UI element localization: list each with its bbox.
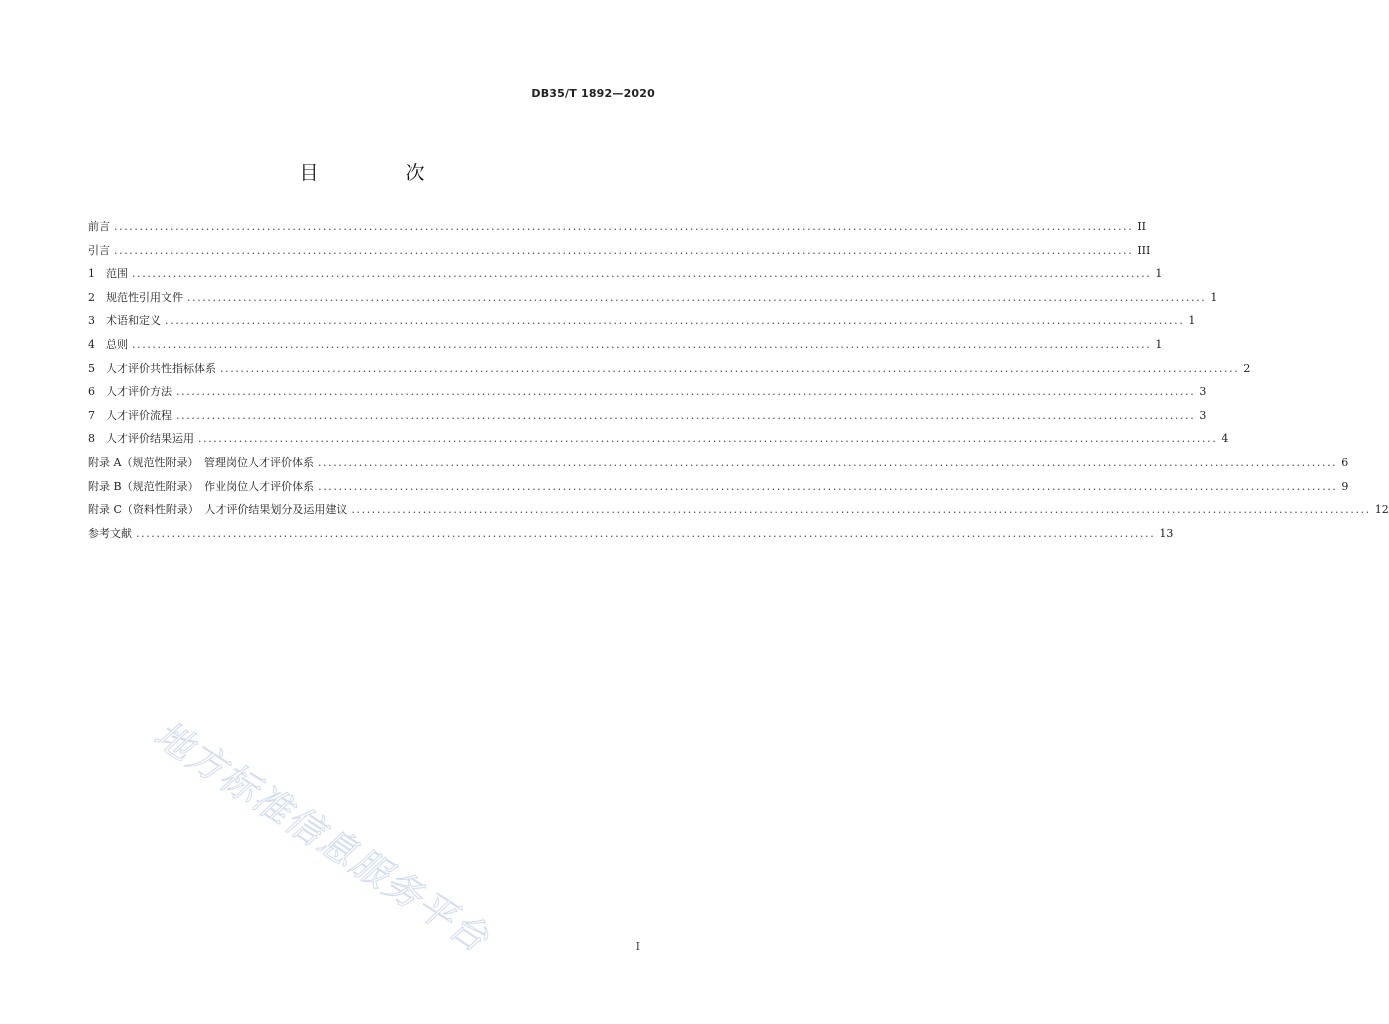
toc-entry-annex-a[interactable] [88,454,1349,478]
toc-leader-dots: ........................................................................................................................................................................................................ [176,408,1196,422]
toc-entry-page: 13 [1159,526,1174,540]
standard-code: DB35/T 1892—2020 [531,87,655,100]
toc-entry-common-indicators[interactable] [88,360,1251,384]
toc-entry-label: 引言 [88,243,110,257]
toc-leader-dots: ........................................................................................................................................................................................................ [351,503,1371,517]
toc-leader-dots: ........................................................................................................................................................................................................ [114,220,1134,233]
toc-leader-dots: ........................................................................................................................................................................................................ [165,314,1185,328]
toc-title: 目 次 [299,162,459,184]
page-number: I [635,940,640,953]
toc-entry-page: 2 [1243,361,1251,375]
toc-entry-page: 1 [1210,290,1218,304]
toc-entry-page: 3 [1199,385,1207,399]
toc-entry-bibliography[interactable] [88,525,1174,549]
toc-entry-label: 参考文献 [88,526,132,540]
toc-entry-page: 1 [1188,314,1196,328]
toc-entry-terms-definitions[interactable] [88,312,1196,336]
toc-leader-dots: ........................................................................................................................................................................................................ [132,337,1152,351]
toc-entry-label: 附录 A（规范性附录） 管理岗位人才评价体系 [88,455,314,469]
toc-leader-dots: ........................................................................................................................................................................................................ [132,267,1152,281]
toc-leader-dots: ........................................................................................................................................................................................................ [317,455,1338,469]
toc-entry-page: 9 [1341,479,1349,493]
toc-entry-page: III [1137,243,1151,257]
toc-entry-label: 附录 B（规范性附录） 作业岗位人才评价体系 [88,479,315,493]
toc-leader-dots: ........................................................................................................................................................................................................ [318,479,1338,493]
toc-entry-page: 1 [1155,337,1163,351]
toc-entry-label: 7 人才评价流程 [88,408,172,422]
toc-entry-label: 5 人才评价共性指标体系 [88,361,216,375]
toc-entry-label: 6 人才评价方法 [88,385,172,399]
toc-entry-page: 3 [1199,408,1207,422]
toc-entry-label: 3 术语和定义 [88,314,161,328]
toc-entry-page: II [1137,220,1147,233]
toc-entry-label: 前言 [88,220,110,233]
toc-entry-annex-c[interactable] [88,501,1389,525]
table-of-contents [88,218,1389,548]
toc-leader-dots: ........................................................................................................................................................................................................ [198,432,1218,446]
toc-entry-evaluation-methods[interactable] [88,383,1207,407]
toc-entry-scope[interactable] [88,265,1163,289]
toc-entry-page: 6 [1341,455,1349,469]
toc-entry-result-application[interactable] [88,430,1229,454]
toc-entry-page: 1 [1155,267,1163,281]
toc-entry-page: 12 [1374,503,1389,517]
toc-entry-introduction[interactable] [88,242,1151,266]
watermark: 地方标准信息服务平台 [146,712,498,962]
toc-entry-normative-references[interactable] [88,289,1218,313]
toc-leader-dots: ........................................................................................................................................................................................................ [187,290,1207,304]
toc-entry-label: 1 范围 [88,267,128,281]
toc-entry-annex-b[interactable] [88,478,1349,502]
toc-entry-general[interactable] [88,336,1163,360]
toc-entry-label: 8 人才评价结果运用 [88,432,194,446]
toc-entry-foreword[interactable] [88,218,1147,242]
toc-entry-page: 4 [1221,432,1229,446]
toc-entry-label: 4 总则 [88,337,128,351]
toc-entry-evaluation-process[interactable] [88,407,1207,431]
toc-leader-dots: ........................................................................................................................................................................................................ [220,361,1240,375]
toc-entry-label: 2 规范性引用文件 [88,290,183,304]
toc-leader-dots: ........................................................................................................................................................................................................ [176,385,1196,399]
toc-entry-label: 附录 C（资料性附录） 人才评价结果划分及运用建议 [88,503,348,517]
toc-leader-dots: ........................................................................................................................................................................................................ [114,243,1134,257]
toc-leader-dots: ........................................................................................................................................................................................................ [136,526,1156,540]
